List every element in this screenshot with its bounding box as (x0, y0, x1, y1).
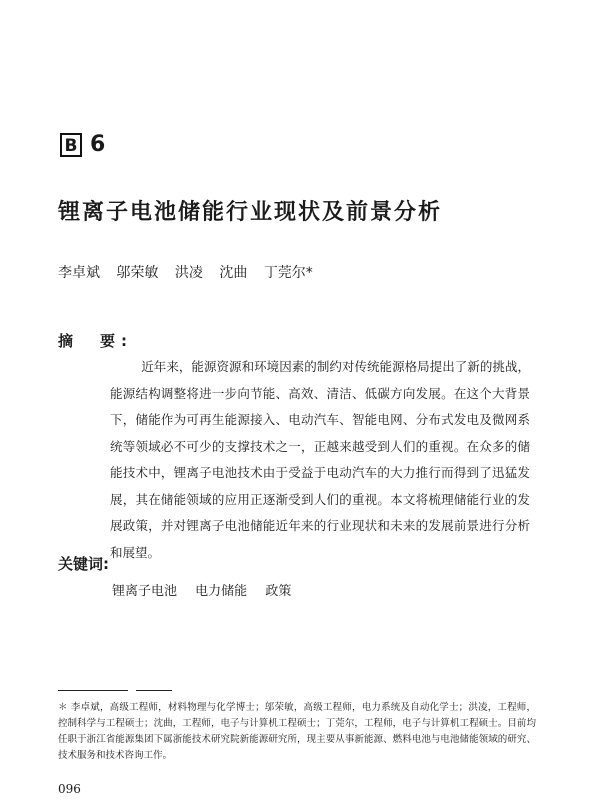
author: 李卓斌 (58, 265, 100, 281)
keyword: 锂离子电池 (112, 584, 178, 599)
footnote-rule (136, 690, 172, 691)
chapter-logo: B (60, 133, 82, 157)
keyword: 电力储能 (195, 584, 248, 599)
footnote-rule (58, 690, 128, 691)
author-list (58, 262, 325, 282)
page-number: 096 (58, 782, 81, 796)
article-title: 锂离子电池储能行业现状及前景分析 (58, 200, 443, 225)
chapter-number: 6 (90, 132, 106, 157)
chapter-heading (60, 132, 105, 157)
keywords-list (112, 580, 305, 599)
abstract-label: 摘 要: (58, 332, 133, 350)
author: 邬荣敏 (116, 265, 159, 281)
author-footnote: ＊ 李卓斌，高级工程师，材料物理与化学博士；邬荣敏，高级工程师，电力系统及自动化学士；洪凌，工程师，控制科学与工程硕士；沈曲，工程师，电子与计算机工程硕士；丁莞尔，工程师，电子与计算机工程硕士。目前均任职于浙江省能源集团下属浙能技术研究院新能源研究所，现主要从事新能源、燃料电池与电池储能领域的研究、技术服务和技术咨询工作。 (58, 702, 536, 761)
author: 沈曲 (219, 265, 248, 281)
author: 丁莞尔* (263, 265, 313, 281)
abstract-text: 近年来，能源资源和环境因素的制约对传统能源格局提出了新的挑战，能源结构调整将进一步向节能、高效、清洁、低碳方向发展。在这个大背景下，储能作为可再生能源接入、电动汽车、智能电网、分布式发电及微网系统等领域必不可少的支撑技术之一，正越来越受到人们的重视。在众多的储能技术中，锂离子电池技术由于受益于电动汽车的大力推行而得到了迅猛发展，其在储能领域的应用正逐渐受到人们的重视。本文将梳理储能行业的发展政策，并对锂离子电池储能近年来的行业现状和未来的发展前景进行分析和展望。 (110, 359, 530, 560)
author: 洪凌 (174, 265, 203, 281)
keywords-label: 关键词: (58, 555, 109, 573)
keyword: 政策 (265, 584, 292, 599)
